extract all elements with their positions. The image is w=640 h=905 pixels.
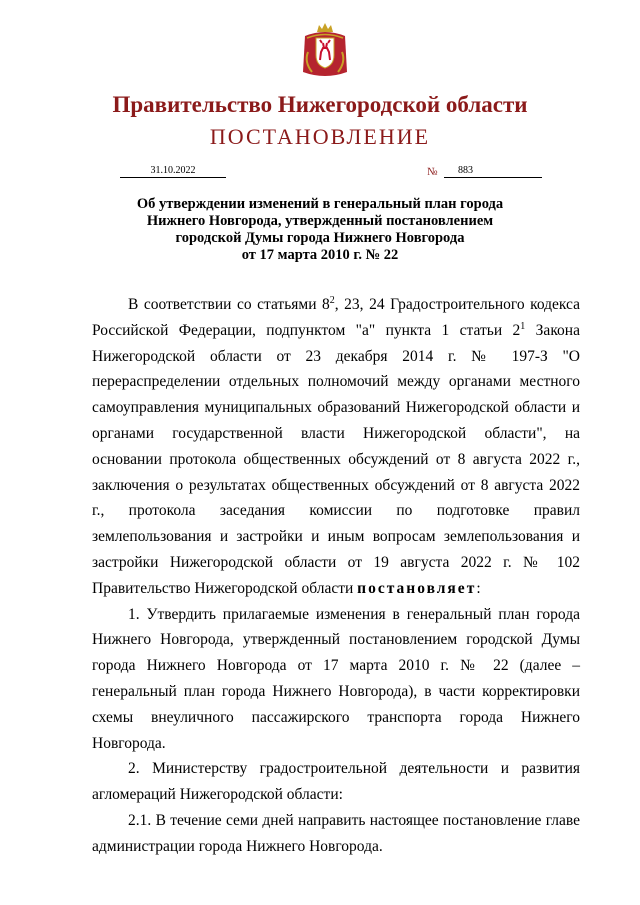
clause-1: 1. Утвердить прилагаемые изменения в генеральный план города Нижнего Новгорода, утвержденный постановлением городской Думы города Нижнего Новгорода от 17 марта 2010 г. № 22 (далее – генеральный план города Нижнего Новгорода), в части корректировки схемы внеуличного пассажирского транспорта города Нижнего Новгорода.: [92, 605, 580, 752]
preamble-end: :: [476, 579, 481, 597]
coat-of-arms-icon: [302, 22, 348, 80]
title-line: городской Думы города Нижнего Новгорода: [175, 230, 465, 246]
preamble-start: В соответствии со статьями 8: [128, 296, 330, 313]
preamble-middle: , 23, 24 Градостроительного кодекса Российской Федерации, подпунктом "а" пункта 1 статьи 2: [92, 296, 581, 339]
clause-2-1: 2.1. В течение семи дней направить настоящее постановление главе администрации города Нижнего Новгорода.: [92, 811, 580, 855]
title-line: от 17 марта 2010 г. № 22: [241, 247, 399, 263]
organization-name: Правительство Нижегородской области: [112, 92, 528, 117]
preamble-continuation: Закона Нижегородской области от 23 декабря 2014 г. № 197-З "О перераспределении отдельных полномочий между органами местного самоуправления муниципальных образований Нижегородской области и органами государственной власти Нижегородской области", на основании протокола общественных обсуждений от 8 августа 2022 г., заключения о результатах общественных обсуждений от 8 августа 2022 г., протокола заседания комиссии по подготовке правил землепользования и застройки и иным вопросам землепользования и застройки Нижегородской области от 19 августа 2022 г. № 102 Правительство Нижегородской области: [92, 321, 580, 597]
clause-2: 2. Министерству градостроительной деятельности и развития агломераций Нижегородской области:: [92, 760, 580, 804]
document-number: 883: [444, 164, 542, 178]
superscript: 2: [329, 294, 335, 306]
document-body: [92, 292, 580, 860]
document-title: [120, 196, 520, 264]
title-line: Нижнего Новгорода, утвержденный постановлением: [146, 213, 494, 229]
document-date: 31.10.2022: [120, 164, 226, 178]
resolves-word: постановляет: [357, 579, 477, 597]
document-type: ПОСТАНОВЛЕНИЕ: [209, 124, 431, 149]
preamble-paragraph: [92, 292, 580, 602]
title-line: Об утверждении изменений в генеральный план города: [136, 196, 504, 212]
superscript: 1: [520, 320, 526, 332]
number-sign: №: [427, 166, 438, 178]
